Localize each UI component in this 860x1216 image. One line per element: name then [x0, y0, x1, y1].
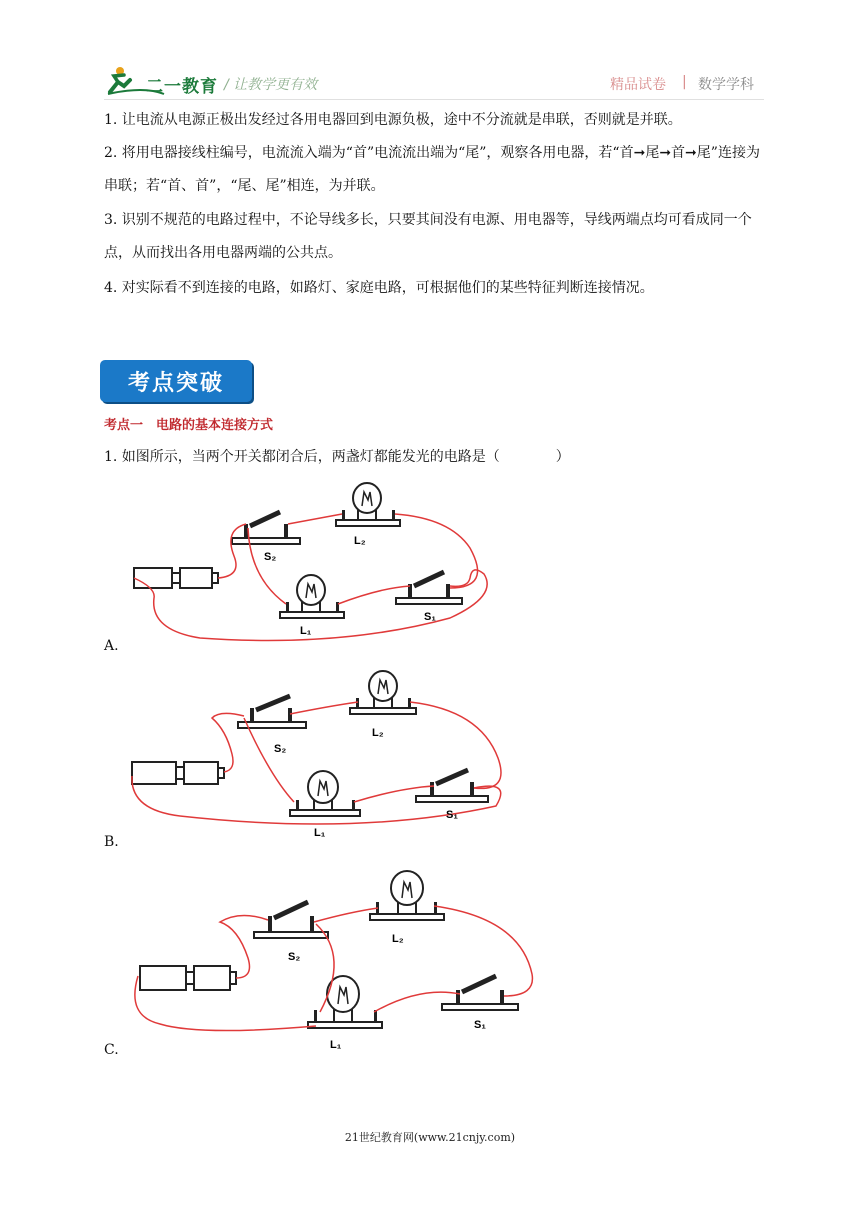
switch-s2-icon	[238, 696, 306, 728]
header-tag-subject: 数学学科	[698, 77, 754, 93]
page-footer: 21世纪教育网(www.21cnjy.com)	[344, 1131, 516, 1144]
option-a[interactable]: A.	[104, 638, 119, 654]
label-s2: S₂	[288, 951, 301, 963]
header-divider	[104, 99, 764, 100]
logo-text: 二一教育	[146, 77, 218, 97]
option-c[interactable]: C.	[104, 1042, 119, 1058]
lamp-l1-icon	[280, 575, 344, 618]
lamp-l2-icon	[336, 483, 400, 526]
page-header	[0, 0, 860, 100]
header-tag-premium: 精品试卷	[610, 77, 666, 93]
lamp-l2-icon	[350, 671, 416, 714]
label-s1: S₁	[424, 611, 436, 623]
circuit-figure-c	[120, 866, 540, 1052]
paragraph-2: 2. 将用电器接线柱编号，电流流入端为“首”电流流出端为“尾”，观察各用电器，若“首➞尾➞首➞尾”连接为串联；若“首、首”，“尾、尾”相连，为并联。	[104, 145, 760, 194]
section-banner	[100, 360, 252, 402]
label-l1: L₁	[314, 827, 326, 839]
battery-icon	[132, 762, 224, 784]
label-l1: L₁	[330, 1039, 342, 1051]
switch-s2-icon	[232, 512, 300, 544]
label-l2: L₂	[372, 727, 384, 739]
label-l1: L₁	[300, 625, 312, 637]
option-b[interactable]: B.	[104, 834, 119, 850]
paragraph-1: 1. 让电流从电源正极出发经过各用电器回到电源负极，途中不分流就是串联，否则就是并联。	[104, 112, 682, 128]
paragraph-3: 3. 识别不规范的电路过程中，不论导线多长，只要其间没有电源、用电器等，导线两端点均可看成同一个点，从而找出各用电器两端的公共点。	[104, 212, 752, 261]
question-1: 1. 如图所示，当两个开关都闭合后，两盏灯都能发光的电路是（ ）	[104, 449, 570, 465]
circuit-figure-b	[120, 666, 540, 842]
label-s2: S₂	[264, 551, 277, 563]
lamp-l1-icon	[308, 976, 382, 1028]
lamp-l2-icon	[370, 871, 444, 920]
switch-s2-icon	[254, 902, 328, 938]
battery-icon	[140, 966, 236, 990]
label-s1: S₁	[446, 809, 458, 821]
paragraph-4: 4. 对实际看不到连接的电路，如路灯、家庭电路，可根据他们的某些特征判断连接情况。	[104, 280, 654, 296]
header-separator: |	[682, 74, 687, 90]
label-s2: S₂	[274, 743, 287, 755]
section-banner-title: 考点突破	[127, 370, 224, 396]
slogan: / 让教学更有效	[224, 77, 318, 93]
label-l2: L₂	[354, 535, 366, 547]
lamp-l1-icon	[290, 771, 360, 816]
label-s1: S₁	[474, 1019, 486, 1031]
circuit-figure-a	[120, 478, 540, 644]
label-l2: L₂	[392, 933, 404, 945]
point-title: 考点一 电路的基本连接方式	[104, 418, 274, 433]
